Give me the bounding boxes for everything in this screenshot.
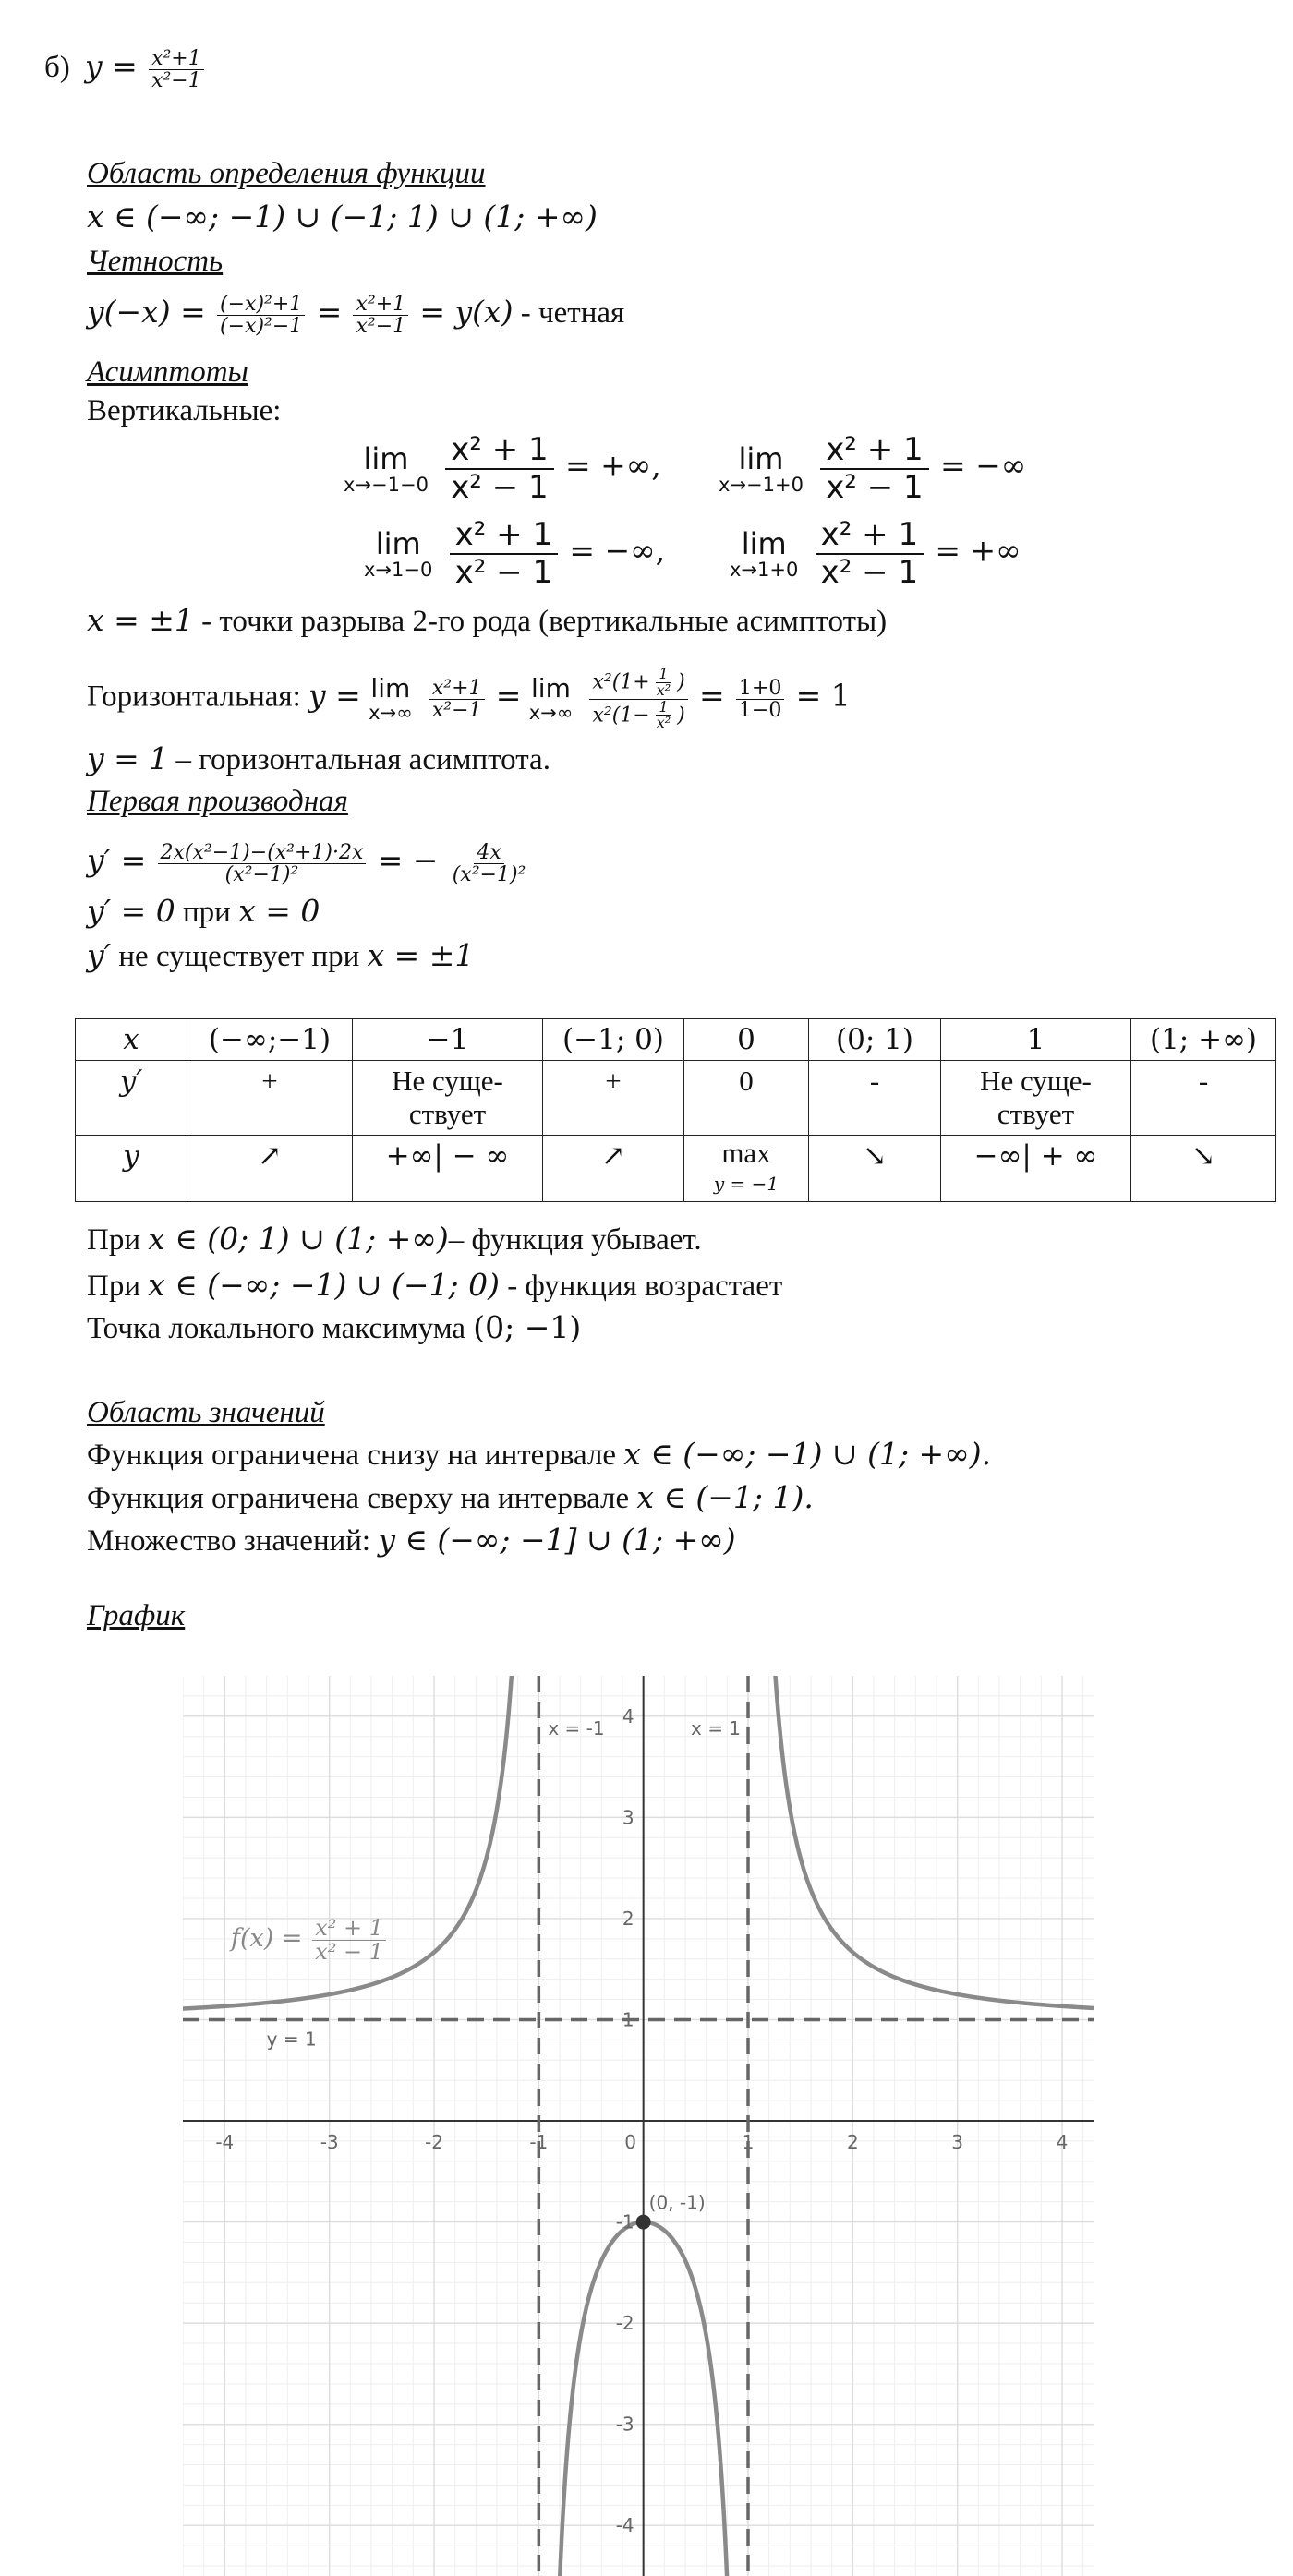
y-tick-label: -4 bbox=[615, 2514, 634, 2537]
table-cell: (1; +∞) bbox=[1131, 1019, 1276, 1061]
derivative-heading: Первая производная bbox=[87, 785, 348, 818]
max-pre: Точка локального максимума bbox=[87, 1312, 474, 1345]
h-f1-den: x²−1 bbox=[431, 698, 482, 722]
y-tick-label: 3 bbox=[622, 1806, 634, 1829]
table-cell: 1 bbox=[941, 1019, 1131, 1061]
table-cell: + bbox=[543, 1061, 684, 1136]
graph-grid bbox=[183, 1676, 1094, 2576]
h-f2-den-a: x² bbox=[592, 703, 612, 727]
h-f2-den-d: x² bbox=[656, 714, 671, 732]
function-label-num: x² + 1 bbox=[312, 1917, 386, 1941]
asymptote-right-label: x = 1 bbox=[691, 1716, 742, 1739]
derivative-dne-x: x = ±1 bbox=[367, 937, 475, 973]
table-cell: y bbox=[76, 1136, 187, 1202]
table-cell: ↘ bbox=[1131, 1136, 1276, 1202]
x-tick-label: 0 bbox=[624, 2131, 637, 2154]
derivative-zero-eq: y′ = 0 bbox=[87, 893, 175, 929]
function-label bbox=[231, 1917, 390, 1964]
derivative-zero-x: x = 0 bbox=[238, 893, 320, 929]
dec-post: – функция убывает. bbox=[448, 1223, 702, 1257]
lim-word: lim bbox=[531, 673, 571, 704]
max-pt: (0; −1) bbox=[473, 1309, 582, 1345]
table-cell-dne: Не суще- ствует bbox=[941, 1061, 1131, 1136]
parity-frac-2-num: x²+1 bbox=[353, 294, 408, 316]
limit-1-sub: x→−1−0 bbox=[344, 474, 429, 497]
derivative-eq-minus: = − bbox=[377, 842, 439, 879]
range-above-set: x ∈ (−1; 1). bbox=[636, 1479, 814, 1515]
h-f3-num: 1+0 bbox=[736, 678, 784, 700]
h-f2-den-c: 1 bbox=[656, 700, 671, 716]
derivative-dne-text: не существует при bbox=[111, 940, 368, 973]
max-point-line bbox=[87, 1309, 581, 1347]
h-f2-den-e: ) bbox=[677, 703, 685, 727]
lim-word: lim bbox=[375, 526, 421, 562]
lim-word: lim bbox=[363, 441, 409, 477]
function-label-den: x² − 1 bbox=[315, 1939, 384, 1966]
function-label-fx: f(x) = bbox=[231, 1923, 303, 1953]
x-tick-label: -2 bbox=[425, 2131, 443, 2154]
derivative-line bbox=[87, 842, 532, 885]
derivative-zero bbox=[87, 893, 320, 931]
parity-verdict: - четная bbox=[520, 296, 625, 331]
domain-heading: Область определения функции bbox=[87, 157, 486, 190]
x-tick-label: 2 bbox=[846, 2131, 859, 2154]
y-tick-label: -3 bbox=[615, 2413, 634, 2436]
limit-4-num: x² + 1 bbox=[816, 517, 924, 555]
parity-line: y(−x) = $\frac{\text{(−x)²+1}}{\text{(−x)²−1}}$ = $\frac{\text{x²+1}}{\text{x²−1}}$ = y(x) - четная bbox=[87, 293, 625, 339]
y-tick-label: 2 bbox=[622, 1907, 634, 1930]
h-eq: = bbox=[495, 677, 522, 714]
lim-word: lim bbox=[741, 526, 787, 562]
limit-3-result: = −∞, bbox=[569, 532, 666, 569]
parity-frac-2 bbox=[353, 294, 408, 337]
table-cell: (−∞;−1) bbox=[187, 1019, 353, 1061]
range-set-val: y ∈ (−∞; −1] ∪ (1; +∞) bbox=[378, 1522, 736, 1558]
table-cell: (−1; 0) bbox=[543, 1019, 684, 1061]
parity-rhs: = y(x) bbox=[419, 294, 514, 331]
limit-4-den: x² − 1 bbox=[820, 554, 919, 592]
title-numerator: x²+1 bbox=[149, 48, 204, 70]
break-text: - точки разрыва 2-го рода (вертикальные асимптоты) bbox=[193, 605, 888, 638]
max-point-label: (0, -1) bbox=[648, 2191, 706, 2214]
curve-right-branch bbox=[773, 1676, 1094, 2008]
parity-frac-1 bbox=[217, 294, 305, 337]
asymptote-left-label: x = -1 bbox=[548, 1716, 605, 1739]
y-tick-label: -1 bbox=[615, 2210, 634, 2233]
limit-4-result: = +∞ bbox=[935, 532, 1021, 569]
range-below-set: x ∈ (−∞; −1) ∪ (1; +∞). bbox=[623, 1436, 992, 1472]
table-cell: - bbox=[809, 1061, 941, 1136]
limit-2-den: x² − 1 bbox=[826, 469, 924, 507]
parity-frac-1-num: (−x)²+1 bbox=[217, 294, 305, 316]
limit-4-sub: x→1+0 bbox=[730, 559, 799, 582]
h-f2-num-d: x² bbox=[656, 680, 671, 699]
function-graph bbox=[183, 1676, 1094, 2576]
title-denominator: x²−1 bbox=[151, 69, 201, 93]
table-cell: y′ bbox=[76, 1061, 187, 1136]
parity-frac-1-den: (−x)²−1 bbox=[220, 315, 303, 339]
h-f2-num-b: (1+ bbox=[611, 670, 650, 694]
limit-2-num: x² + 1 bbox=[820, 432, 929, 470]
asymptote-h-label: y = 1 bbox=[266, 2028, 317, 2051]
title-y: y = bbox=[85, 48, 138, 85]
h-conclusion-text: – горизонтальная асимптота. bbox=[168, 743, 550, 776]
lim-word: lim bbox=[738, 441, 784, 477]
derivative-zero-text: при bbox=[175, 896, 239, 929]
decreasing-line bbox=[87, 1221, 702, 1258]
x-tick-label: 3 bbox=[951, 2131, 964, 2154]
h-eq-2: = bbox=[699, 677, 725, 714]
table-cell: x bbox=[76, 1019, 187, 1061]
h-f2 bbox=[589, 667, 687, 731]
title-fraction bbox=[149, 48, 204, 91]
h-f2-num-a: x² bbox=[592, 670, 612, 694]
h-sub-2: x→∞ bbox=[528, 702, 574, 725]
derivative-f1-num: 2x(x²−1)−(x²+1)·2x bbox=[158, 842, 367, 864]
limit-2-result: = −∞ bbox=[939, 447, 1027, 484]
table-cell: + bbox=[187, 1061, 353, 1136]
graph-heading: График bbox=[87, 1599, 186, 1632]
limit-3-sub: x→1−0 bbox=[364, 559, 433, 582]
y-tick-label: 1 bbox=[622, 2008, 634, 2031]
range-set bbox=[87, 1522, 736, 1559]
table-cell: −1 bbox=[353, 1019, 543, 1061]
h-sub-1: x→∞ bbox=[369, 702, 413, 725]
max-sub: y = −1 bbox=[713, 1173, 779, 1195]
table-cell: ↗ bbox=[187, 1136, 353, 1202]
table-cell-dne: Не суще- ствует bbox=[353, 1061, 543, 1136]
derivative-dne bbox=[87, 937, 474, 975]
limit-3-den: x² − 1 bbox=[454, 554, 553, 592]
x-tick-label: -3 bbox=[320, 2131, 339, 2154]
range-set-pre: Множество значений: bbox=[87, 1524, 379, 1558]
table-row-derivative bbox=[76, 1061, 1276, 1136]
derivative-f2-num: 4x bbox=[474, 842, 503, 864]
dec-set: x ∈ (0; 1) ∪ (1; +∞) bbox=[148, 1221, 449, 1257]
table-cell-max bbox=[684, 1136, 809, 1202]
parity-heading: Четность bbox=[87, 245, 224, 278]
sign-table bbox=[75, 1018, 1276, 1202]
break-eq: x = ±1 bbox=[87, 602, 194, 638]
dec-pre: При bbox=[87, 1223, 149, 1257]
parity-frac-2-den: x²−1 bbox=[356, 315, 406, 339]
table-cell: (0; 1) bbox=[809, 1019, 941, 1061]
h-f2-num-c: 1 bbox=[656, 667, 671, 683]
max-label: max bbox=[721, 1137, 771, 1169]
increasing-line bbox=[87, 1267, 782, 1305]
max-point bbox=[636, 2215, 651, 2230]
parity-lhs: y(−x) = bbox=[87, 294, 206, 331]
x-tick-label: -1 bbox=[529, 2131, 549, 2154]
table-cell: ↘ bbox=[809, 1136, 941, 1202]
break-points-line bbox=[87, 602, 887, 640]
limit-1-den: x² − 1 bbox=[451, 469, 549, 507]
horizontal-label: Горизонтальная: bbox=[87, 680, 309, 714]
derivative-f1-den: (x²−1)² bbox=[224, 863, 299, 887]
range-above-pre: Функция ограничена сверху на интервале bbox=[87, 1482, 637, 1515]
table-cell: 0 bbox=[684, 1061, 809, 1136]
table-cell: +∞| − ∞ bbox=[353, 1136, 543, 1202]
inc-pre: При bbox=[87, 1270, 149, 1303]
horizontal-line bbox=[87, 667, 851, 731]
derivative-dne-eq: y′ bbox=[87, 937, 112, 973]
table-cell: −∞| + ∞ bbox=[941, 1136, 1131, 1202]
h-result: = 1 bbox=[795, 677, 851, 714]
limit-1 bbox=[344, 432, 661, 506]
table-row-function bbox=[76, 1136, 1276, 1202]
h-conclusion-eq: y = 1 bbox=[87, 740, 169, 776]
range-below-pre: Функция ограничена снизу на интервале bbox=[87, 1438, 624, 1472]
limit-2-sub: x→−1+0 bbox=[719, 474, 804, 497]
derivative-lhs: y′ = bbox=[87, 842, 147, 879]
h-f3-den: 1−0 bbox=[738, 698, 782, 722]
inc-post: - функция возрастает bbox=[500, 1270, 783, 1303]
domain-value: x ∈ (−∞; −1) ∪ (−1; 1) ∪ (1; +∞) bbox=[87, 199, 598, 235]
h-f2-num-e: ) bbox=[677, 670, 685, 694]
y-tick-label: -2 bbox=[615, 2312, 634, 2335]
range-above bbox=[87, 1479, 814, 1517]
h-f1-num: x²+1 bbox=[429, 678, 485, 700]
derivative-f2-den: (x²−1)² bbox=[452, 863, 526, 887]
y-tick-label: 4 bbox=[622, 1704, 634, 1727]
range-below bbox=[87, 1436, 991, 1474]
limit-1-num: x² + 1 bbox=[445, 432, 554, 470]
table-cell: ↗ bbox=[543, 1136, 684, 1202]
h-y: y = bbox=[308, 677, 361, 714]
lim-word: lim bbox=[370, 673, 411, 704]
vertical-label: Вертикальные: bbox=[87, 394, 282, 427]
limit-4 bbox=[730, 517, 1021, 591]
range-heading: Область значений bbox=[87, 1396, 325, 1429]
horizontal-conclusion bbox=[87, 740, 550, 778]
limit-1-result: = +∞, bbox=[564, 447, 661, 484]
limit-3-num: x² + 1 bbox=[450, 517, 559, 555]
table-row-x bbox=[76, 1019, 1276, 1061]
table-cell: 0 bbox=[684, 1019, 809, 1061]
inc-set: x ∈ (−∞; −1) ∪ (−1; 0) bbox=[148, 1267, 501, 1303]
h-f2-den-b: (1− bbox=[611, 703, 650, 727]
asymptotes-heading: Асимптоты bbox=[87, 355, 248, 389]
x-tick-label: 1 bbox=[742, 2131, 755, 2154]
table-cell: - bbox=[1131, 1061, 1276, 1136]
limit-2 bbox=[719, 432, 1026, 506]
x-tick-label: -4 bbox=[215, 2131, 235, 2154]
part-label: б) bbox=[44, 51, 70, 85]
x-tick-label: 4 bbox=[1056, 2131, 1069, 2154]
problem-title bbox=[44, 48, 208, 91]
limit-3 bbox=[364, 517, 665, 591]
